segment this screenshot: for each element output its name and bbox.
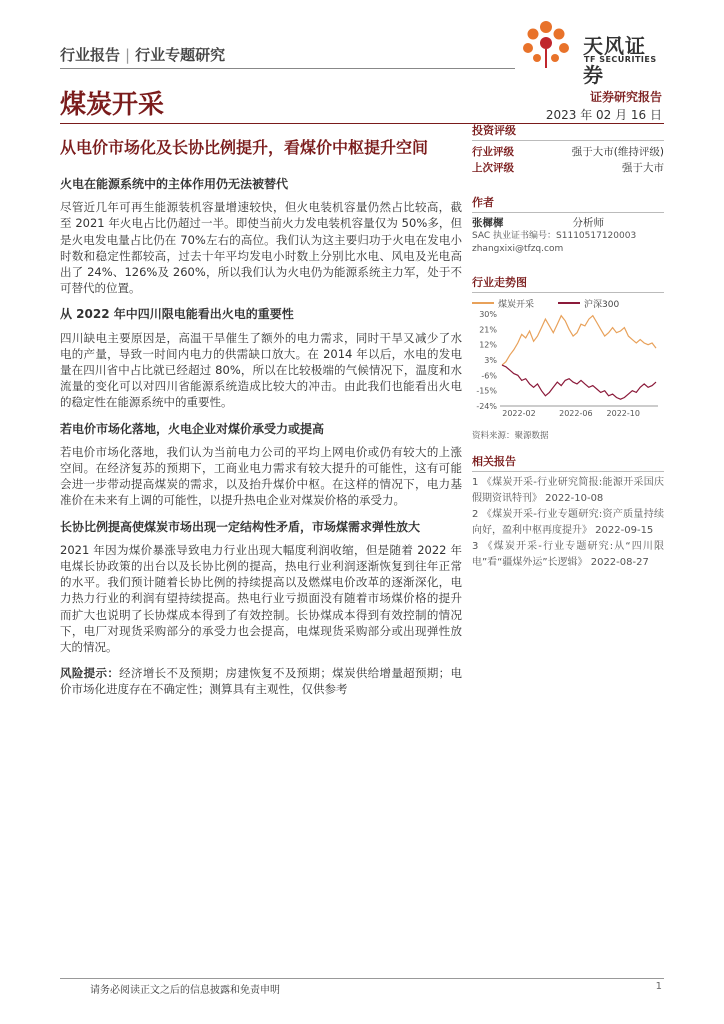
section-paragraph: 四川缺电主要原因是，高温干旱催生了额外的电力需求，同时干旱又减少了水电的产量，导致一时间内电力的供需缺口放大。在 2014 年以后，水电的发电量在四川省中占比就已经超过 80%，所以在比较极端的气候情况下，温度和水流量的变化可以对四川省能源系统造成比较大的冲击。由此我们也能看出火电的稳定性在能源系统中的重要性。: [60, 330, 462, 410]
related-report-item[interactable]: 1 《煤炭开采-行业研究简报:能源开采国庆假期资讯特刊》 2022-10-08: [472, 477, 664, 504]
chart-source: 资料来源：聚源数据: [472, 431, 549, 441]
y-tick-label: 21%: [479, 325, 497, 335]
company-logo: [515, 18, 665, 87]
logo-chinese-name: 天风证券: [583, 34, 646, 87]
doc-type: 证券研究报告: [589, 90, 662, 104]
rating-row: [472, 160, 664, 176]
related-report-item[interactable]: 3 《煤炭开采-行业专题研究:从“四川限电”看“疆煤外运”长逻辑》 2022-08-27: [472, 541, 664, 568]
legend-label: 煤炭开采: [498, 299, 535, 310]
rating-key: 上次评级: [472, 162, 514, 174]
sector-title: 煤炭开采: [60, 90, 165, 120]
rating-value: 强于大市(维持评级): [571, 146, 664, 158]
footer-rule: [60, 978, 664, 979]
trend-heading: 行业走势图: [472, 274, 664, 293]
section-1: [60, 176, 462, 296]
section-heading: 火电在能源系统中的主体作用仍无法被替代: [60, 177, 289, 191]
y-tick-label: 3%: [484, 356, 497, 365]
legend-swatch-hs300: [558, 302, 580, 304]
risk-text: 经济增长不及预期；房建恢复不及预期；煤炭供给增量超预期；电价市场化进度存在不确定性；测算具有主观性，仅供参考: [60, 666, 463, 697]
report-type-label: 行业报告: [60, 46, 121, 64]
x-tick-label: 2022-10: [606, 409, 640, 418]
rating-value: 强于大市: [622, 162, 664, 174]
main-body: [60, 176, 462, 708]
section-4: [60, 519, 462, 656]
y-tick-label: 30%: [479, 310, 497, 319]
report-type-separator: |: [125, 46, 131, 64]
risk-label: 风险提示：: [60, 666, 120, 681]
legend-label: 沪深300: [584, 299, 620, 310]
section-2: [60, 306, 462, 410]
legend-item: [472, 297, 534, 310]
chart-legend: [472, 296, 664, 310]
section-paragraph: 若电价市场化落地，我们认为当前电力公司的平均上网电价或仍有较大的上涨空间。在经济复苏的预期下，工商业电力需求有较大提升的可能性，这有可能会进一步带动提高煤炭的需求，以及抬升煤价中枢。在这样的情况下，电力基准价在未来有上调的可能性，以提升热电企业对煤炭价格的承受力。: [60, 444, 462, 508]
series-line-hs300: [502, 365, 656, 399]
page-number: 1: [655, 981, 662, 992]
sac-number: SAC 执业证书编号：S1110517120003: [472, 231, 637, 241]
logo-english-name: TF SECURITIES: [584, 55, 657, 64]
header-rule: [60, 68, 515, 69]
logo-flower-icon: [515, 18, 581, 70]
sidebar: [472, 122, 664, 571]
report-date: 2023 年 02 月 16 日: [545, 108, 662, 122]
x-tick-label: 2022-06: [559, 409, 593, 418]
x-tick-label: 2022-02: [502, 409, 536, 418]
analyst-role: 分析师: [572, 217, 604, 229]
report-type: [60, 44, 225, 65]
series-line-coal: [502, 316, 656, 365]
footer-disclaimer[interactable]: 请务必阅读正文之后的信息披露和免责申明: [90, 985, 280, 996]
rating-row: [472, 144, 664, 160]
risk-warning: [60, 665, 462, 697]
section-paragraph: 2021 年因为煤价暴涨导致电力行业出现大幅度利润收缩，但是随着 2022 年电煤长协政策的出台以及长协比例的提高，热电行业利润逐渐恢复到往年正常的水平。我们预计随着长协比例的持续提高以及燃煤电价改革的逐渐深化，电力热力行业的利润有望持续提高。热电行业亏损面没有随着市场煤价格的提升而扩大也说明了长协煤成本得到了有效控制。长协煤成本得到有效控制的情况下，电厂对现货采购部分的承受力也会提高，电煤现货采购部分或出现弹性放大的情况。: [60, 542, 462, 655]
analyst-email[interactable]: zhangxixi@tfzq.com: [472, 244, 564, 254]
main-title: 从电价市场化及长协比例提升，看煤价中枢提升空间: [60, 138, 429, 157]
legend-swatch-coal: [472, 302, 494, 304]
section-heading: 若电价市场化落地，火电企业对煤价承受力或提高: [60, 421, 325, 436]
report-subtype-label: 行业专题研究: [135, 46, 226, 64]
trend-chart: [472, 310, 664, 422]
related-heading: 相关报告: [472, 453, 664, 472]
y-tick-label: -6%: [481, 371, 497, 381]
author-heading: 作者: [472, 194, 664, 213]
analyst-name: 张樨樨: [472, 217, 504, 229]
section-heading: 从 2022 年中四川限电能看出火电的重要性: [60, 307, 294, 322]
section-3: [60, 421, 462, 509]
rating-heading: 投资评级: [472, 122, 664, 141]
legend-item: [558, 297, 619, 310]
analyst-row: [472, 216, 664, 230]
section-paragraph: 尽管近几年可再生能源装机容量增速较快，但火电装机容量仍然占比较高，截至 2021 年火电占比仍超过一半。即使当前火力发电装机容量仅为 50%多，但是火电发电量占比仍在 70%左右的高位。我们认为这主要归功于火电在发电小时数和稳定性都较高，过去十年平均发电小时数上分别比水电、风电及光电高出了 24%、126%及 260%，所以我们认为火电仍为能源系统主力军，处于不可替代的位置。: [60, 200, 462, 296]
y-tick-label: -15%: [476, 386, 497, 396]
y-tick-label: -24%: [476, 402, 497, 411]
rating-key: 行业评级: [472, 146, 514, 158]
related-report-item[interactable]: 2 《煤炭开采-行业专题研究:资产质量持续向好，盈利中枢再度提升》 2022-09-15: [472, 509, 664, 536]
section-heading: 长协比例提高使煤炭市场出现一定结构性矛盾，市场煤需求弹性放大: [60, 519, 421, 534]
y-tick-label: 12%: [479, 340, 497, 350]
